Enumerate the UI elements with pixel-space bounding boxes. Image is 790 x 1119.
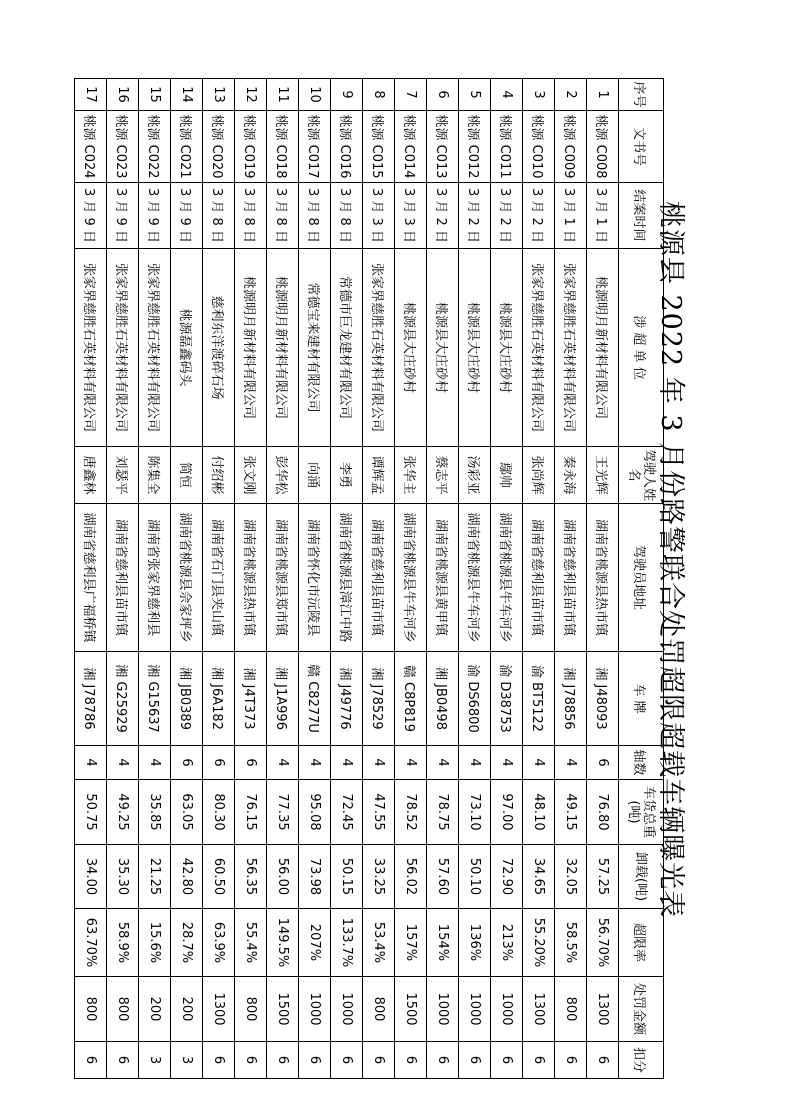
header-company: 涉 超 单 位 (619, 249, 664, 447)
cell-plate: 湘 J1A996 (267, 652, 299, 746)
table-row (363, 79, 395, 1079)
header-address: 驾驶员地址 (619, 504, 664, 652)
cell-doc: 桃源 C012 (459, 111, 491, 183)
cell-unload: 50.15 (331, 845, 363, 909)
cell-driver: 李勇 (331, 447, 363, 504)
cell-points: 3 (171, 1042, 203, 1079)
cell-company: 慈利东洋渡碎石场 (203, 249, 235, 447)
header-seq: 序号 (619, 79, 664, 111)
cell-date: 3 月 2 日 (427, 183, 459, 249)
cell-fine: 1300 (587, 977, 619, 1042)
header-axles: 轴数 (619, 746, 664, 780)
header-rate: 超限率 (619, 909, 664, 977)
cell-fine: 1000 (427, 977, 459, 1042)
cell-rate: 149.5% (267, 909, 299, 977)
cell-seq: 10 (299, 79, 331, 111)
cell-fine: 800 (555, 977, 587, 1042)
cell-company: 桃源明月新材料有限公司 (267, 249, 299, 447)
cell-axles: 4 (459, 746, 491, 780)
cell-plate: 赣 C8277U (299, 652, 331, 746)
cell-plate: 赣 C8P819 (395, 652, 427, 746)
cell-axles: 4 (107, 746, 139, 780)
cell-doc: 桃源 C021 (171, 111, 203, 183)
cell-rate: 136% (459, 909, 491, 977)
cell-points: 3 (139, 1042, 171, 1079)
cell-total: 49.15 (555, 780, 587, 845)
cell-date: 3 月 9 日 (171, 183, 203, 249)
cell-date: 3 月 9 日 (75, 183, 107, 249)
cell-doc: 桃源 C022 (139, 111, 171, 183)
penalty-table (74, 78, 664, 1079)
cell-unload: 34.00 (75, 845, 107, 909)
cell-driver: 刘瑟平 (107, 447, 139, 504)
cell-plate: 湘 J4T373 (235, 652, 267, 746)
cell-axles: 4 (267, 746, 299, 780)
cell-axles: 4 (555, 746, 587, 780)
cell-fine: 1000 (299, 977, 331, 1042)
cell-address: 湖南省桃源县漳江中路 (331, 504, 363, 652)
cell-address: 湖南省桃源县热市镇 (235, 504, 267, 652)
cell-date: 3 月 8 日 (235, 183, 267, 249)
cell-company: 桃源县大庄砂村 (427, 249, 459, 447)
cell-company: 桃源明月新材料有限公司 (235, 249, 267, 447)
table-row (491, 79, 523, 1079)
cell-total: 63.05 (171, 780, 203, 845)
cell-date: 3 月 2 日 (523, 183, 555, 249)
cell-address: 湖南省张家界慈利县 (139, 504, 171, 652)
cell-total: 50.75 (75, 780, 107, 845)
cell-driver: 张华主 (395, 447, 427, 504)
cell-doc: 桃源 C010 (523, 111, 555, 183)
cell-axles: 6 (171, 746, 203, 780)
cell-driver: 鄢帅 (491, 447, 523, 504)
table-body (75, 79, 619, 1079)
cell-seq: 3 (523, 79, 555, 111)
cell-seq: 12 (235, 79, 267, 111)
cell-points: 6 (555, 1042, 587, 1079)
cell-plate: 湘 J78856 (555, 652, 587, 746)
cell-address: 湖南省桃源县黄甲镇 (427, 504, 459, 652)
table-row (171, 79, 203, 1079)
cell-seq: 1 (587, 79, 619, 111)
cell-doc: 桃源 C024 (75, 111, 107, 183)
cell-axles: 4 (299, 746, 331, 780)
cell-address: 湖南省桃源县热市镇 (587, 504, 619, 652)
cell-points: 6 (587, 1042, 619, 1079)
cell-fine: 800 (235, 977, 267, 1042)
cell-rate: 58.9% (107, 909, 139, 977)
cell-date: 3 月 3 日 (395, 183, 427, 249)
cell-rate: 56.70% (587, 909, 619, 977)
cell-total: 35.85 (139, 780, 171, 845)
cell-seq: 7 (395, 79, 427, 111)
cell-plate: 湘 G15637 (139, 652, 171, 746)
cell-doc: 桃源 C015 (363, 111, 395, 183)
cell-fine: 1000 (459, 977, 491, 1042)
cell-address: 湖南省桃源县郑市镇 (267, 504, 299, 652)
table-row (139, 79, 171, 1079)
table-row (331, 79, 363, 1079)
cell-company: 张家界慈胜石英材料有限公司 (107, 249, 139, 447)
cell-fine: 800 (75, 977, 107, 1042)
table-row (267, 79, 299, 1079)
cell-unload: 56.35 (235, 845, 267, 909)
cell-axles: 4 (331, 746, 363, 780)
header-driver: 驾驶人姓名 (619, 447, 664, 504)
cell-address: 湖南省桃源县佘家坪乡 (171, 504, 203, 652)
cell-driver: 唐鑫林 (75, 447, 107, 504)
cell-rate: 133.7% (331, 909, 363, 977)
cell-seq: 11 (267, 79, 299, 111)
cell-unload: 56.00 (267, 845, 299, 909)
cell-rate: 154% (427, 909, 459, 977)
cell-seq: 13 (203, 79, 235, 111)
cell-rate: 15.6% (139, 909, 171, 977)
cell-unload: 56.02 (395, 845, 427, 909)
cell-date: 3 月 8 日 (331, 183, 363, 249)
cell-seq: 17 (75, 79, 107, 111)
cell-fine: 200 (171, 977, 203, 1042)
cell-driver: 王光辉 (587, 447, 619, 504)
cell-total: 95.08 (299, 780, 331, 845)
cell-total: 78.52 (395, 780, 427, 845)
table-row (75, 79, 107, 1079)
table-row (427, 79, 459, 1079)
cell-unload: 33.25 (363, 845, 395, 909)
cell-seq: 5 (459, 79, 491, 111)
header-fine: 处罚金额 (619, 977, 664, 1042)
cell-points: 6 (491, 1042, 523, 1079)
cell-rate: 207% (299, 909, 331, 977)
table-row (203, 79, 235, 1079)
cell-fine: 800 (363, 977, 395, 1042)
cell-doc: 桃源 C016 (331, 111, 363, 183)
cell-driver: 简恒 (171, 447, 203, 504)
cell-axles: 6 (203, 746, 235, 780)
cell-seq: 16 (107, 79, 139, 111)
cell-axles: 6 (587, 746, 619, 780)
cell-rate: 55.4% (235, 909, 267, 977)
cell-address: 湖南省慈利县广福桥镇 (75, 504, 107, 652)
cell-rate: 213% (491, 909, 523, 977)
cell-seq: 8 (363, 79, 395, 111)
cell-doc: 桃源 C008 (587, 111, 619, 183)
cell-rate: 157% (395, 909, 427, 977)
cell-company: 桃源县大庄砂村 (395, 249, 427, 447)
cell-company: 张家界慈胜石英材料有限公司 (555, 249, 587, 447)
cell-plate: 湘 J48093 (587, 652, 619, 746)
header-doc: 文书号 (619, 111, 664, 183)
cell-plate: 湘 JB0389 (171, 652, 203, 746)
cell-points: 6 (427, 1042, 459, 1079)
cell-company: 常德市巨龙建材有限公司 (331, 249, 363, 447)
cell-unload: 34.65 (523, 845, 555, 909)
cell-seq: 9 (331, 79, 363, 111)
cell-date: 3 月 2 日 (459, 183, 491, 249)
cell-address: 湖南省慈利县苗市镇 (555, 504, 587, 652)
cell-plate: 湘 J6A182 (203, 652, 235, 746)
cell-doc: 桃源 C018 (267, 111, 299, 183)
cell-points: 6 (299, 1042, 331, 1079)
cell-address: 湖南省桃源县牛车河乡 (459, 504, 491, 652)
cell-axles: 4 (395, 746, 427, 780)
cell-company: 张家界慈胜石英材料有限公司 (139, 249, 171, 447)
cell-company: 张家界慈胜石英材料有限公司 (523, 249, 555, 447)
cell-axles: 6 (235, 746, 267, 780)
cell-driver: 谭辉孟 (363, 447, 395, 504)
cell-doc: 桃源 C019 (235, 111, 267, 183)
cell-axles: 4 (139, 746, 171, 780)
table-row (235, 79, 267, 1079)
cell-address: 湖南省怀化市沅陵县 (299, 504, 331, 652)
cell-total: 48.10 (523, 780, 555, 845)
table-row (523, 79, 555, 1079)
cell-date: 3 月 3 日 (363, 183, 395, 249)
cell-plate: 渝 DS6800 (459, 652, 491, 746)
cell-date: 3 月 1 日 (587, 183, 619, 249)
header-points: 扣分 (619, 1042, 664, 1079)
cell-points: 6 (395, 1042, 427, 1079)
header-date: 结案时间 (619, 183, 664, 249)
cell-date: 3 月 8 日 (203, 183, 235, 249)
cell-unload: 72.90 (491, 845, 523, 909)
cell-points: 6 (523, 1042, 555, 1079)
cell-company: 桃源县大庄砂村 (491, 249, 523, 447)
cell-driver: 付绍彬 (203, 447, 235, 504)
table-row (587, 79, 619, 1079)
cell-address: 湖南省慈利县苗市镇 (107, 504, 139, 652)
cell-company: 常德宝来建材有限公司 (299, 249, 331, 447)
cell-rate: 63.9% (203, 909, 235, 977)
cell-rate: 63.70% (75, 909, 107, 977)
cell-axles: 4 (491, 746, 523, 780)
cell-fine: 800 (107, 977, 139, 1042)
cell-points: 6 (331, 1042, 363, 1079)
cell-date: 3 月 8 日 (267, 183, 299, 249)
page-title: 桃源县 2022 年 3 月份路警联合处罚超限超载车辆曝光表 (655, 200, 686, 919)
cell-plate: 渝 D38753 (491, 652, 523, 746)
cell-unload: 42.80 (171, 845, 203, 909)
cell-date: 3 月 8 日 (299, 183, 331, 249)
cell-doc: 桃源 C013 (427, 111, 459, 183)
table-row (555, 79, 587, 1079)
cell-points: 6 (267, 1042, 299, 1079)
cell-address: 湖南省慈利县苗市镇 (363, 504, 395, 652)
cell-axles: 4 (427, 746, 459, 780)
cell-doc: 桃源 C014 (395, 111, 427, 183)
cell-address: 湖南省桃源县牛车河乡 (395, 504, 427, 652)
cell-driver: 秦永海 (555, 447, 587, 504)
cell-axles: 4 (75, 746, 107, 780)
cell-plate: 湘 J49776 (331, 652, 363, 746)
cell-driver: 彭华松 (267, 447, 299, 504)
cell-company: 桃源明月新材料有限公司 (587, 249, 619, 447)
header-unload: 卸载(吨) (619, 845, 664, 909)
cell-doc: 桃源 C020 (203, 111, 235, 183)
cell-unload: 60.50 (203, 845, 235, 909)
cell-fine: 1300 (203, 977, 235, 1042)
cell-driver: 蔡志平 (427, 447, 459, 504)
cell-points: 6 (75, 1042, 107, 1079)
cell-points: 6 (363, 1042, 395, 1079)
cell-seq: 2 (555, 79, 587, 111)
cell-company: 张家界慈胜石英材料有限公司 (363, 249, 395, 447)
header-total: 车货总重(吨) (619, 780, 664, 845)
cell-unload: 57.25 (587, 845, 619, 909)
cell-seq: 4 (491, 79, 523, 111)
cell-date: 3 月 2 日 (491, 183, 523, 249)
header-plate: 车 牌 (619, 652, 664, 746)
cell-fine: 1500 (267, 977, 299, 1042)
cell-total: 76.15 (235, 780, 267, 845)
cell-plate: 湘 J78786 (75, 652, 107, 746)
cell-rate: 53.4% (363, 909, 395, 977)
cell-total: 78.75 (427, 780, 459, 845)
cell-driver: 陈集全 (139, 447, 171, 504)
cell-plate: 湘 J78529 (363, 652, 395, 746)
cell-total: 72.45 (331, 780, 363, 845)
cell-doc: 桃源 C011 (491, 111, 523, 183)
cell-address: 湖南省桃源县牛车河乡 (491, 504, 523, 652)
cell-driver: 张文刚 (235, 447, 267, 504)
cell-fine: 1000 (491, 977, 523, 1042)
cell-axles: 4 (363, 746, 395, 780)
cell-fine: 1000 (331, 977, 363, 1042)
cell-fine: 1300 (523, 977, 555, 1042)
cell-address: 湖南省慈利县苗市镇 (523, 504, 555, 652)
cell-plate: 湘 JB0498 (427, 652, 459, 746)
cell-rate: 55.20% (523, 909, 555, 977)
cell-unload: 57.60 (427, 845, 459, 909)
cell-date: 3 月 9 日 (139, 183, 171, 249)
cell-total: 97.00 (491, 780, 523, 845)
cell-unload: 35.30 (107, 845, 139, 909)
cell-company: 桃源磊鑫码头 (171, 249, 203, 447)
cell-unload: 50.10 (459, 845, 491, 909)
cell-points: 6 (107, 1042, 139, 1079)
cell-unload: 32.05 (555, 845, 587, 909)
table-row (459, 79, 491, 1079)
cell-rate: 58.5% (555, 909, 587, 977)
cell-doc: 桃源 C017 (299, 111, 331, 183)
cell-doc: 桃源 C023 (107, 111, 139, 183)
cell-address: 湖南省石门县夹山镇 (203, 504, 235, 652)
cell-plate: 湘 G25929 (107, 652, 139, 746)
cell-total: 73.10 (459, 780, 491, 845)
cell-driver: 张尚辉 (523, 447, 555, 504)
cell-total: 49.25 (107, 780, 139, 845)
cell-points: 6 (235, 1042, 267, 1079)
cell-driver: 向涌 (299, 447, 331, 504)
cell-fine: 1500 (395, 977, 427, 1042)
cell-date: 3 月 9 日 (107, 183, 139, 249)
cell-seq: 6 (427, 79, 459, 111)
cell-points: 6 (203, 1042, 235, 1079)
table-row (395, 79, 427, 1079)
cell-doc: 桃源 C009 (555, 111, 587, 183)
cell-seq: 15 (139, 79, 171, 111)
cell-date: 3 月 1 日 (555, 183, 587, 249)
cell-company: 张家界慈胜石英材料有限公司 (75, 249, 107, 447)
cell-axles: 4 (523, 746, 555, 780)
cell-fine: 200 (139, 977, 171, 1042)
cell-total: 76.80 (587, 780, 619, 845)
cell-total: 80.30 (203, 780, 235, 845)
cell-unload: 73.98 (299, 845, 331, 909)
cell-rate: 28.7% (171, 909, 203, 977)
table-row (107, 79, 139, 1079)
cell-total: 47.55 (363, 780, 395, 845)
table-row (299, 79, 331, 1079)
cell-total: 77.35 (267, 780, 299, 845)
cell-driver: 汤彩亚 (459, 447, 491, 504)
cell-company: 桃源县大庄砂村 (459, 249, 491, 447)
cell-unload: 21.25 (139, 845, 171, 909)
cell-plate: 渝 BT5122 (523, 652, 555, 746)
header-row (619, 79, 664, 1079)
cell-points: 6 (459, 1042, 491, 1079)
cell-seq: 14 (171, 79, 203, 111)
